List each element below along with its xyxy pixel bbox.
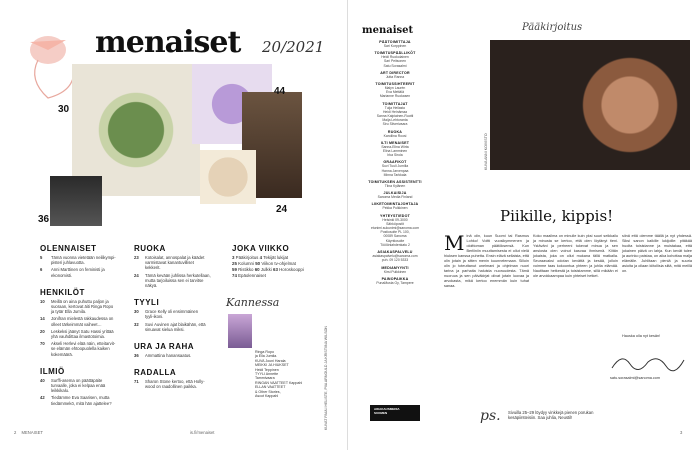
toc-entry-page: 36	[134, 353, 139, 359]
toc-entry-page: 30	[134, 309, 139, 315]
staff-block	[360, 82, 430, 99]
staff-box-title: menaiset	[362, 25, 414, 36]
section-olennaiset: OLENNAISET	[40, 244, 97, 253]
toc-entry-page: 23	[134, 255, 139, 260]
footer-page-number: 2	[14, 430, 17, 435]
staff-name: Sari Korppinen	[383, 44, 407, 48]
staff-name: Sanna-Elina Wirta	[381, 144, 409, 149]
issue-number: 20/2021	[262, 38, 325, 56]
staff-block	[360, 160, 430, 177]
staff-name: Elina Lamminen	[382, 149, 408, 154]
editorial-column-2: Koko maailma on minulle kuin yksi suuri seikkailu ja minusta se kertoo, että olen löytänyt tieni. Ystäväni ja perheeni tukevat minua ja sen ansiosta olen voinut kasvaa ihmisenä. Kiitän jokaista, joka on ollut mukana tällä matkalla. Seuraavaksi odotan kevättä ja kesää, jolloin voimme taas kokoontua yhteen ja juhlia elämää. Nautitaan hetkestä ja toisistamme, sillä mikään ei ole arvokkaampaa kuin yhteiset hetket.	[533, 234, 618, 278]
toc-entry-text: Kotoisalat, annospalat ja käädet varmistavat kanantuvilliset kekkerit.	[145, 255, 205, 271]
staff-name: Maija Lehtoranta	[382, 118, 408, 123]
toc-entry	[40, 255, 126, 265]
cover-credit-line: Ringa Ropo	[255, 350, 274, 354]
ps-mark: ps.	[480, 408, 501, 424]
toc-entry-text: Ammattina hanansaatus.	[145, 353, 192, 359]
ps-text: Sivuilla 25–29 löydyy vinkkejä pienen porukan kesäpiirsteisiin. Saa juhlia, Neustil!	[508, 410, 594, 421]
toc-entry-text: Tämä kevään juhlissa herkutellaan, mutta tarjoiluissa sen ei tarvitse näkyä.	[145, 272, 211, 289]
staff-block	[360, 71, 430, 79]
toc-entry	[40, 316, 126, 326]
toc-entry-page: 71	[134, 379, 139, 385]
toc-entry	[40, 395, 126, 405]
cover-credit-line: Ascot Kappahl	[255, 394, 279, 399]
cover-credit-line: Tammivaara	[255, 376, 275, 381]
staff-block	[360, 250, 430, 262]
woman-photo	[50, 176, 102, 226]
staff-role: TOIMITUSPÄÄLLIKÖT	[374, 51, 416, 56]
page-number-30: 30	[58, 104, 70, 115]
staff-name: Sanoma Media Finland	[377, 195, 413, 200]
editor-email: satu.sorasalmi@sanoma.com	[610, 376, 661, 380]
staff-name: PunaMusta Oy, Tampere	[376, 280, 414, 285]
staff-role: TOIMITUSSIHTEERIT	[375, 82, 415, 87]
staff-name: Tiina Kylänen	[384, 184, 406, 189]
staff-name: 00089 Sanoma	[383, 234, 407, 239]
editorial-column-1: M inä olin, kuun Suomi tai Rasmus Lohko! Voitti vuosikymmenen ja oloittoman päätöksensä. Kun Berliiniin muuttamisesta ei ollut vielä hiuksen kanssa puhetta. Ensin elävä sellaista, että olin jotain ja sitten menin kuunnelemaan. Silloin olin jo toteuttanut unelmani ja ohjelman nuori tarina ja parhaita haluista nuoruudesta. Tämä nuoruus ja sen päiväkirjat olivat jotain luovaa ja arvokasta, mikä kertoo enemmän kuin tuhat sanaa.	[444, 231, 529, 288]
staff-name: Kirsi Pulkkinen	[383, 269, 407, 274]
toc-column-1	[40, 244, 126, 406]
staff-name: etunimi.sukunimi@sanoma.com	[370, 226, 420, 231]
staff-name: Käyntiosoite	[385, 238, 405, 243]
toc-entry	[40, 329, 126, 339]
staff-name: Postiosoite PL 100,	[380, 230, 410, 235]
editorial-headline: Piikille, kippis!	[500, 207, 614, 225]
toc-entry-text: Sharon Stone kertoo, että Holly- wood on raadollinen paikka.	[145, 379, 205, 390]
page-number-44: 44	[274, 86, 286, 97]
cover-credit-line: ELLAN VAATTEET	[255, 385, 286, 390]
page-number-36: 36	[38, 214, 50, 225]
cover-credit-line: RINGAN VAATTEET Kappahl	[255, 380, 303, 385]
staff-role: LIIKETOIMINTAJOHTAJA	[371, 202, 419, 207]
joka-viikko-row: 74 Epäolennaiset	[232, 273, 266, 278]
joka-viikko-row: 25 Kolumni 50 Viikon tv-ohjelmat	[232, 261, 296, 266]
editor-portrait	[490, 40, 690, 170]
staff-block	[360, 130, 430, 138]
staff-name: Karoliina Roosi	[383, 133, 407, 138]
staff-name: Marianne Ruokasen	[379, 94, 411, 99]
section-ura-ja-raha: URA JA RAHA	[134, 342, 195, 352]
staff-name: Heidi Heinämaa	[382, 109, 408, 114]
editorial-kicker: Pääkirjoitus	[522, 22, 583, 33]
publisher-logo: AIKAKAUSMEDIA SUOMEN	[370, 405, 420, 421]
toc-entry	[40, 267, 126, 277]
section-henkilot: HENKILÖT	[40, 287, 85, 297]
toc-entry-text: Akseli Herlevi elää näin, etteitarvit- se elämän ehtoopuolella kaiken kokemäärä.	[51, 341, 116, 357]
staff-name: Jutta Ranna	[385, 74, 405, 79]
staff-name: Pekka Pulkkinen	[382, 206, 408, 211]
toc-entry	[40, 299, 126, 315]
staff-name: puh. 09 120 5333	[381, 258, 409, 263]
staff-block	[360, 51, 430, 68]
footer-page-number-right: 3	[680, 430, 683, 435]
staff-name: Sanna Kaipiainen-Ruotti	[376, 114, 414, 119]
section-tyyli: TYYLI	[134, 298, 160, 308]
toc-entry-text: Suvi Auvinen ajat blaikähän, että sinuavat sielua miksi.	[145, 321, 206, 332]
cover-credits	[255, 350, 302, 398]
staff-block	[360, 202, 430, 210]
staff-role: JULKAISIJA	[383, 191, 407, 196]
toc-entry-text: Leskeksi jäänyt Satu Hassi yrittää yhä vauhdittaa ilmastotoimia.	[51, 328, 114, 340]
staff-name: Eva Mettälä	[386, 90, 404, 95]
section-ilmio: ILMIÖ	[40, 366, 65, 376]
staff-name: Tuija Heilasto	[384, 105, 406, 110]
toc-column-2	[134, 244, 222, 390]
drop-cap: M	[444, 231, 465, 255]
staff-role: ILTI MENAISET	[380, 140, 410, 145]
staff-role: YHTEYSTIEDOT	[380, 213, 410, 218]
toc-entry-page: 70	[40, 341, 45, 347]
toc-entry-page: 40	[40, 377, 45, 383]
staff-role: GRAAFIKOT	[383, 160, 407, 165]
joka-viikko-row: 3 Pääkirjoitus 4 Tekijät lukijat	[232, 255, 289, 260]
staff-block	[360, 214, 430, 247]
staff-name: Heidi Ruokolainen	[381, 55, 409, 60]
toc-entry-page: 10	[40, 298, 45, 304]
cover-credit-line: Heidi Teppinen	[255, 367, 279, 372]
staff-name: Satu Sorasalmi	[383, 63, 407, 68]
salad-photo	[200, 150, 256, 204]
footer-brand: MENAISET	[21, 430, 43, 435]
toc-entry	[40, 341, 126, 357]
staff-role: RUOKA	[387, 129, 403, 134]
toc-entry-text: Surffi-asema on päättäpäite turvaalle, joka ei kelpaa enää leikkikalu.	[51, 377, 106, 394]
toc-entry-text: Jonifran mielestä rakkaudessa on olleet tärkeimmät vaiheet…	[51, 316, 114, 327]
toc-entry	[134, 353, 222, 358]
staff-name: Sari Peitsonen	[383, 59, 407, 64]
staff-block	[360, 180, 430, 188]
staff-role: TOIMITTAJAT	[382, 101, 408, 106]
cover-credit-line: KUVA Jouni Harala	[255, 358, 286, 363]
staff-role: TOIMITUKSEN ASSISTENTTI	[368, 180, 422, 185]
staff-block	[360, 40, 430, 48]
section-radalla: RADALLA	[134, 368, 177, 378]
section-ruoka: RUOKA	[134, 244, 166, 253]
toc-entry-page: 42	[40, 395, 45, 401]
toc-entry	[134, 379, 222, 389]
toc-entry	[134, 322, 222, 332]
section-joka-viikko: JOKA VIIKKO	[232, 244, 290, 253]
staff-name: Helsinki 09-3000	[382, 217, 408, 222]
staff-name: asiakaspalvelu@sanoma.com	[372, 254, 418, 259]
staff-name: Minna Tarkkala	[383, 172, 407, 177]
staff-block	[360, 141, 430, 158]
staff-name: Irka Sirola	[387, 153, 403, 158]
toc-entry-text: Grace Kelly oli ensimmäinen tyyli-ikoni.	[145, 309, 199, 320]
staff-name: Malyn Laurén	[384, 86, 406, 91]
cover-thumbnail	[228, 314, 252, 348]
toc-entry	[134, 255, 222, 271]
toc-entry	[134, 273, 222, 289]
toc-entry-page: 24	[134, 272, 139, 278]
toc-entry	[40, 378, 126, 394]
staff-block	[360, 102, 430, 127]
staff-name: Sähköpostit	[386, 221, 404, 226]
cover-credit-line: MEIKKI JA HIUKSET	[255, 363, 289, 368]
toc-entry-text: Anni Marttinen on feministi ja ekonomisti.	[51, 267, 105, 278]
cover-title: Kannessa	[226, 296, 280, 309]
staff-block	[360, 191, 430, 199]
page-number-24: 24	[276, 204, 288, 215]
staff-role: ART DIRECTOR	[380, 70, 410, 75]
toc-column-3	[232, 244, 340, 279]
signature	[608, 350, 688, 374]
cover-credit-line: & Other Stories,	[255, 389, 281, 394]
staff-name: Suvi Tuuli Jumilla	[381, 164, 409, 169]
toc-entry-text: Tämä vuonna vietetään neilikympi- pisteri juhlavuotta.	[51, 255, 116, 266]
photo-credit-vertical: KUVAT PAULI HELISTE, PIIA ARNOULD JA KRISTIINA WILSON	[324, 326, 328, 430]
toc-entry	[134, 309, 222, 319]
staff-role: ASIAKASPALVELU	[377, 250, 413, 255]
staff-name: Töölönlahdenkatu 2	[380, 242, 410, 247]
staff-role: PAINOPAIKKA	[381, 276, 409, 281]
toc-entry-page: 20	[40, 328, 45, 334]
cover-credit-line: TYYLI Annette	[255, 372, 279, 377]
toc-entry-text: Meillä on aina puhuttu paljon ja suoraan, kertovat äiti Ringa Ropo ja tytär Ella Jumila.	[51, 298, 114, 315]
toc-entry-page: 5	[40, 255, 43, 260]
portrait-credit: KUVA ANNI KOIVISTO	[484, 133, 488, 170]
editorial-column-3: siinä että olemme täällä ja nyt yhdessä. Siksi sanon kaikille lukijoille: pitäkää huolta toisistanne ja muistakaa, että jokainen päivä on lahja. Kun kevät tulee ja aurinko paistaa, on aika kohottaa malja elämälle. Juhlitaan pieniä ja suuria asioita ja ollaan kiitollisia siitä, mitä meillä on.	[622, 234, 692, 273]
staff-role: PÄÄTOIMITTAJA	[379, 40, 411, 44]
staff-box	[360, 40, 430, 288]
toc-entry-page: 6	[40, 267, 43, 273]
toc-entry-page: 32	[134, 321, 139, 327]
footer-url: is.fi/menaiset	[190, 430, 215, 435]
joka-viikko-row: 59 Ristikko 60 Julkki 63 Horoskooppi	[232, 267, 304, 272]
staff-block	[360, 266, 430, 274]
staff-name: Hanna Jarvenpaa	[381, 168, 409, 173]
toc-entry-text: Tiedämme Eva Saarisen, mutta tiedämmekö, mitä hän ajattelee?	[51, 395, 112, 406]
staff-name: Siru Silverivaara	[382, 122, 408, 127]
editorial-closing: Hauska olla nyt kesän!	[622, 334, 661, 338]
staff-role: MEDIAMYYNTI	[381, 265, 409, 270]
magazine-title: menaiset	[95, 25, 241, 60]
cover-credit-line: ja Ella Jumila.	[255, 354, 278, 359]
staff-block	[360, 277, 430, 285]
toc-entry-page: 14	[40, 316, 45, 322]
